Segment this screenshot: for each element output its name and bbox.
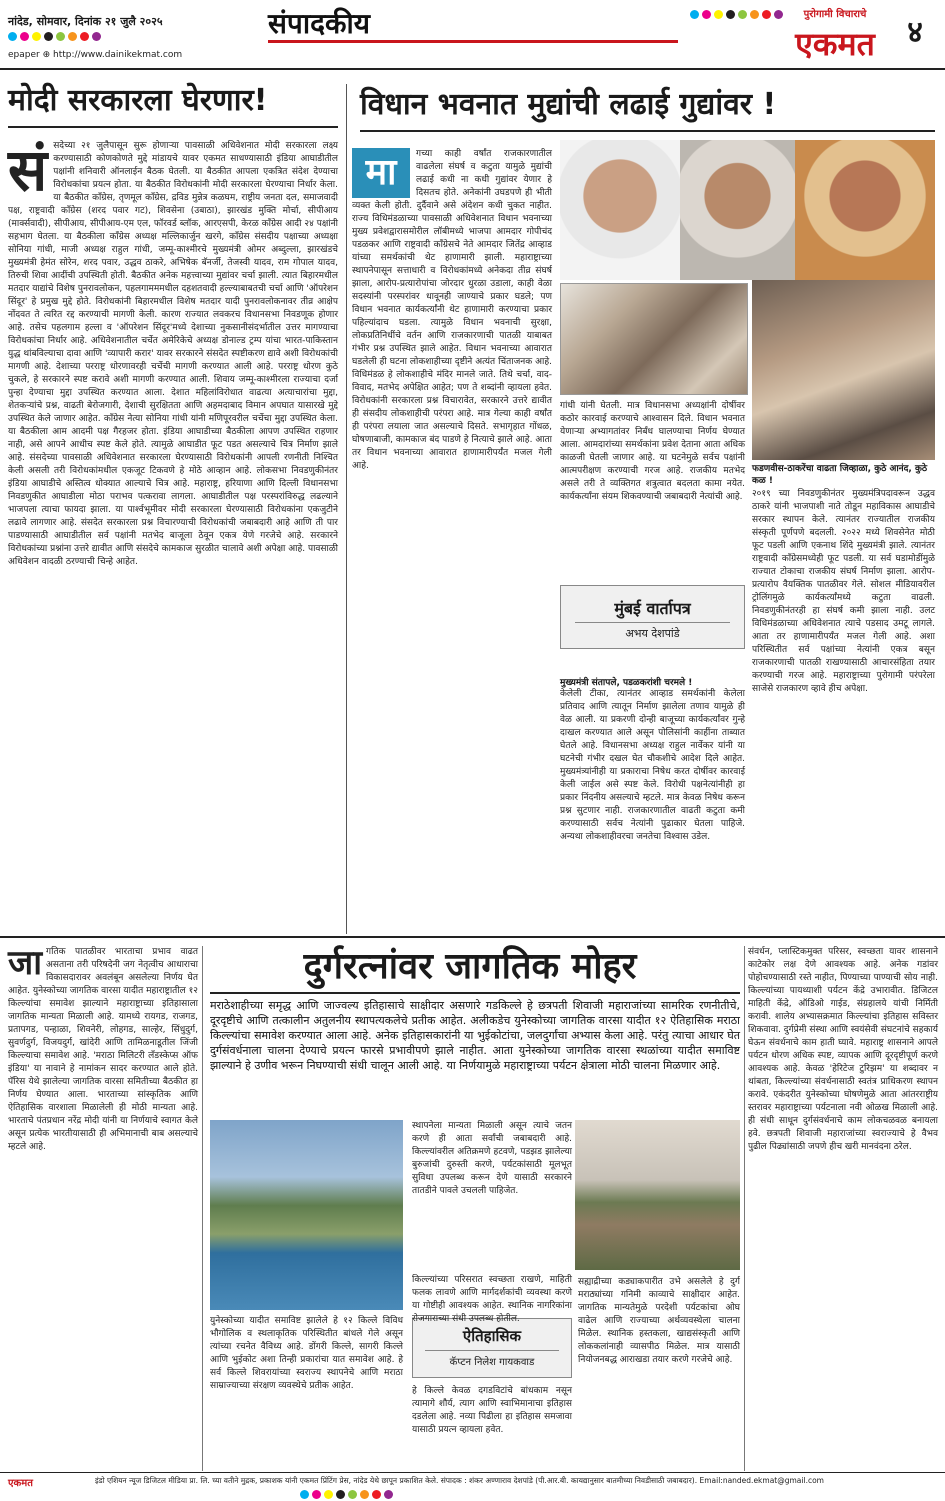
article2-rule (360, 130, 935, 132)
footer-logo: एकमत (8, 1478, 33, 1489)
color-dots-bottom (300, 1490, 393, 1499)
registration-dot (300, 1490, 309, 1499)
registration-dot (32, 32, 41, 41)
article3-column1 (8, 943, 198, 1466)
registration-dot (336, 1490, 345, 1499)
article2-column2-top: गांधी यांनी घेतली. मात्र विधानसभा अध्यक्षांनी दोषींवर कठोर कारवाई करण्याचे आश्वासन दिले. विधान भवनात येणाऱ्या अभ्यागतांवर निर्बंध घालण्याचा निर्णय घेण्यात आला. आमदारांच्या समर्थकांना प्रवेश देताना आता अधिक काळजी घेतली जाणार आहे. या घटनेमुळे सर्वच पक्षांनी आत्मपरीक्षण करण्याची गरज आहे. राजकीय मतभेद असले तरी ते व्यक्तिगत शत्रुत्वात बदलता कामा नयेत. कार्यकर्त्यांना संयम शिकवण्याची जबाबदारी नेत्यांची आहे. (560, 401, 745, 502)
header-divider (0, 68, 945, 70)
politician-photo-1 (560, 140, 680, 280)
article1-text: सदेच्या २१ जुलैपासून सुरू होणाऱ्या पावसाळी अधिवेशनात मोदी सरकारला लक्ष्य करण्यासाठी कोणकोणते मुद्दे मांडायचे यावर एकमत साधण्यासाठी इंडिया आघाडीतील पक्षांनी शनिवारी ऑनलाईन बैठक घेतली. या बैठकीत आपला एकत्रित संदेश देण्याचा विरोधकांचा प्रयत्न होता. या बैठकीत विरोधकांनी मोदी सरकारला घेरण्याचा निर्धार केला. या बैठकीत काँग्रेस, तृणमूल काँग्रेस, द्रविड मुन्नेत्र कळघम, राष्ट्रीय जनता दल, समाजवादी पक्ष, राष्ट्रवादी काँग्रेस (शरद पवार गट), शिवसेना (उबाठा), झारखंड मुक्ति मोर्चा, सीपीआय (मार्क्सवादी), सीपीआय, सीपीआय-एम एल, फॉरवर्ड ब्लॉक, आरएसपी, केरळ काँग्रेस आदी २४ पक्षांनी सहभाग घेतला. या बैठकीला काँग्रेस अध्यक्ष मल्लिकार्जुन खरगे, काँग्रेस संसदीय पक्षाच्या अध्यक्षा सोनिया गांधी, माजी अध्यक्ष राहुल गांधी, जम्मू-काश्मीरचे मुख्यमंत्री ओमर अब्दुल्ला, झारखंडचे मुख्यमंत्री हेमंत सोरेन, शरद पवार, उद्धव ठाकरे, अभिषेक बॅनर्जी, तेजस्वी यादव, राम गोपाल यादव, तिरुची शिवा आदींची उपस्थिती होती. बैठकीत अनेक महत्त्वाच्या मुद्यांवर चर्चा झाली. त्यात बिहारमधील मतदार याद्यांचे विशेष पुनरावलोकन, पहलगामममधील दहशतवादी हल्ल्याबाबतची चर्चा आणि 'ऑपरेशन सिंदूर' हे प्रमुख मुद्दे होते. विरोधकांनी बिहारमधील विशेष मतदार यादी पुनरावलोकनावर तीव्र आक्षेप नोंदवत ते त्वरित रद्द करण्याची मागणी केली. कारण राज्यात लवकरच विधानसभा निवडणूक होणार आहे. तसेच पहलगाम हल्ला व 'ऑपरेशन सिंदूर'मध्ये देशाच्या नुकसानीसंदर्भातील उत्तर मागण्याचा विरोधकांचा निर्धार आहे. अधिवेशनातील चर्चेत अमेरिकेचे अध्यक्ष डोनाल्ड ट्रम्प यांचा भारत-पाकिस्तान युद्ध थांबविल्याचा दावा आणि 'व्यापारी करार' यावर सरकारने संसदेत स्पष्टीकरण द्यावे अशी विरोधकांची मागणी आहे. देशाच्या परराष्ट्र धोरणावरही चर्चेची मागणी करण्यात आली आहे. परराष्ट्र धोरण कुठे चुकले, हे सरकारने स्पष्ट करावे अशी मागणी करण्यात आली. शिवाय जम्मू-काश्मीरला राज्याचा दर्जा पुन्हा देण्याचा मुद्दा उपस्थित करण्यात आला. देशात महिलांविरोधात वाढत्या अत्याचारांचा मुद्दा, शेतकऱ्यांचे प्रश्न, वाढती बेरोजगारी, देशाची सुरक्षितता आणि अहमदाबाद विमान अपघात यासारखे मुद्दे उपस्थित केले जाणार आहेत. काँग्रेस नेत्या सोनिया गांधी यांनी मणिपूरवरील चर्चेचा मुद्दा उपस्थित केला. या बैठकीला आम आदमी पक्ष गैरहजर होता. इंडिया आघाडीच्या बैठकीला आपण उपस्थित राहणार नाही, असे आपने आधीच स्पष्ट केले होते. त्यामुळे आघाडीत फूट पडत असल्याचे चित्र निर्माण झाले आहे. संसदेच्या पावसाळी अधिवेशनात सरकारला घेरण्यासाठी विरोधकांनी आपली रणनीती निश्चित केली असली तरी विरोधकांमधील एकजूट टिकवणे हे मोठे आव्हान आहे. लोकसभा निवडणुकीनंतर इंडिया आघाडीचे अस्तित्व धोक्यात आल्याचे चित्र आहे. महाराष्ट्र, हरियाणा आणि दिल्ली विधानसभा निवडणुकीत आघाडीला मोठा पराभव पत्करावा लागला. आघाडीतील पक्ष परस्परांविरुद्ध लढल्याने भाजपला त्याचा फायदा झाला. या पार्श्वभूमीवर मोदी सरकारला घेरण्यासाठी विरोधकांना एकजुटीने लढावे लागणार आहे. संसदेत सरकारला प्रश्न विचारण्याची विरोधकांची जबाबदारी आहे आणि ती पार पाडण्यासाठी आघाडीतील सर्व पक्षांनी मतभेद बाजूला ठेवून एकत्र येणे गरजेचे आहे. सरकारने विरोधकांच्या प्रश्नांना उत्तरे द्यावीत आणि संसदेचे कामकाज सुरळीत चालावे अशी अपेक्षा आहे. पावसाळी अधिवेशन वादळी ठरण्याची चिन्हे आहेत. (8, 141, 338, 567)
article2-col1-text: गच्या काही वर्षांत राजकारणातील वाढलेला संघर्ष व कटुता यामुळे मुद्यांची लढाई कधी ना कधी गुद्यांवर येणार हे दिसतच होते. अनेकांनी उघडपणे ही भीती व्यक्त केली होती. दुर्दैवाने असे अंदेशन कधी चुकत नाहीत. राज्य विधिमंडळाच्या पावसाळी अधिवेशनात विधान भवनाच्या मुख्य प्रवेशद्वारासमोरील लॉबीमध्ये भाजपा आमदार गोपीचंद पडळकर आणि राष्ट्रवादी काँग्रेसचे नेते आमदार जितेंद्र आव्हाड यांच्या समर्थकांची थेट हाणामारी झाली. महाराष्ट्राच्या स्थापनेपासून सत्ताधारी व विरोधकांमध्ये अनेकदा तीव्र संघर्ष झाला, आरोप-प्रत्यारोपांचा जोरदार धुरळा उडाला, काही वेळा सदस्यांनी परस्परांवर धावूनही जाण्याचे प्रकार घडले; पण विधान भवनात कार्यकर्त्यांनी थेट हाणामारी करण्याचा प्रकार पहिल्यांदाच घडला. त्यामुळे विधान भवनाची सुरक्षा, लोकप्रतिनिधींचे वर्तन आणि राजकारणाची पातळी याबाबत गंभीर प्रश्न उपस्थित झाले आहेत. विधान भवनाच्या आवारात घडलेली ही घटना लोकशाहीच्या दृष्टीने अत्यंत चिंताजनक आहे. विधिमंडळ हे लोकशाहीचे मंदिर मानले जाते. तिथे चर्चा, वाद-विवाद, मतभेद अपेक्षित आहेत; पण ते शब्दांनी व्हायला हवेत. विरोधकांनी सरकारला प्रश्न विचारावेत, सरकारने उत्तरे द्यावीत ही संसदीय लोकशाहीची परंपरा आहे. मात्र गेल्या काही वर्षांत ही परंपरा लयाला जात असल्याचे दिसते. सभागृहात गोंधळ, घोषणाबाजी, कामकाज बंद पाडणे हे नित्याचे झाले आहे. आता तर विधान भवनाच्या आवारात हाणामारीपर्यंत मजल गेली आहे. (352, 149, 552, 471)
section-title: संपादकीय (268, 7, 370, 40)
article3-headline: दुर्गरत्नांवर जागतिक मोहर (303, 946, 637, 987)
article1-body (8, 136, 338, 930)
registration-dot (762, 10, 771, 19)
article2-subhead: मुख्यमंत्री संतापले, पडळकरांशी चरमले ! (560, 678, 693, 688)
photo-caption: फडणवीस-ठाकरेंचा वाढता जिव्हाळा, कुठे आनंद, कुठे कळ ! (752, 464, 928, 486)
page-number: ४ (907, 15, 923, 50)
column-divider (346, 84, 347, 934)
registration-dot (80, 32, 89, 41)
registration-dot (384, 1490, 393, 1499)
politician-photo-3 (795, 140, 935, 280)
column-author: अभय देशपांडे (625, 627, 680, 640)
hill-fort-photo (575, 1120, 740, 1270)
registration-dot (324, 1490, 333, 1499)
registration-dot (714, 10, 723, 19)
article3-col1-text: गतिक पातळीवर भारताचा प्रभाव वाढत असताना तरी परिषदेनी जग नेतृत्वीच आधाराचा विकासदारावर अवलंबून असलेल्या निर्णय घेत आहेत. युनेस्कोच्या जागतिक वारसा यादीत महाराष्ट्रातील १२ किल्ल्यांचा समावेश झाल्याने महाराष्ट्राच्या इतिहासाला जागतिक मान्यता मिळाली आहे. यामध्ये रायगड, राजगड, प्रतापगड, पन्हाळा, शिवनेरी, लोहगड, साल्हेर, सिंधुदुर्ग, सुवर्णदुर्ग, विजयदुर्ग, खांदेरी आणि तामिळनाडूतील जिंजी किल्ल्याचा समावेश आहे. 'मराठा मिलिटरी लँडस्केप्स ऑफ इंडिया' या नावाने हे नामांकन सादर करण्यात आले होते. पॅरिस येथे झालेल्या जागतिक वारसा समितीच्या बैठकीत हा निर्णय घेण्यात आला. भारताच्या सांस्कृतिक आणि ऐतिहासिक वारशाला मिळालेली ही मोठी मान्यता आहे. भारताचे पंतप्रधान नरेंद्र मोदी यांनी या निर्णयाचे स्वागत केले असून प्रत्येक भारतीयासाठी ही अभिमानाची बाब असल्याचे म्हटले आहे. (8, 947, 198, 1152)
registration-dot (56, 32, 65, 41)
color-dots-top-left (8, 32, 101, 41)
historical-box-rule (425, 1350, 559, 1351)
article3-column3: किल्ल्यांच्या परिसरात स्वच्छता राखणे, माहिती फलक लावणे आणि मार्गदर्शकांची व्यवस्था करणे या गोष्टीही आवश्यक आहेत. स्थानिक नागरिकांना रोजगाराच्या संधी उपलब्ध होतील. (412, 1275, 572, 1324)
sea-fort-photo (210, 1120, 403, 1310)
article3-column6: सह्याद्रीच्या कड्याकपारीत उभे असलेले हे दुर्ग मराठ्यांच्या गनिमी काव्याचे साक्षीदार आहेत. जागतिक मान्यतेमुळे परदेशी पर्यटकांचा ओघ वाढेल आणि राज्याच्या अर्थव्यवस्थेला चालना मिळेल. स्थानिक हस्तकला, खाद्यसंस्कृती आणि लोककलांनाही व्यासपीठ मिळेल. मात्र यासाठी नियोजनबद्ध आराखडा तयार करणे गरजेचे आहे. (578, 1277, 740, 1365)
column-box-rule (575, 622, 730, 623)
footer-rule (0, 1472, 945, 1473)
article2-column1 (352, 148, 552, 928)
historical-column-author: कॅप्टन निलेश गायकवाड (449, 1357, 535, 1368)
registration-dot (312, 1490, 321, 1499)
article3-drop-cap: जा (8, 943, 43, 983)
section-rule (268, 40, 678, 43)
article3-rule (210, 992, 740, 994)
website-url[interactable]: http://www.dainikekmat.com (53, 50, 183, 60)
registration-dot (750, 10, 759, 19)
registration-dot (372, 1490, 381, 1499)
registration-dot (360, 1490, 369, 1499)
column-title: मुंबई वार्तापत्र (614, 599, 691, 618)
fadnavis-thackeray-photo (752, 280, 935, 460)
footer-imprint: इंडो एशियन न्यूज डिजिटल मीडिया प्रा. लि. च्या वतीने मुद्रक, प्रकाशक यांनी एकमत प्रिंटिंग प्रेस, नांदेड येथे छापून प्रकाशित केले. संपादक : शंकर अण्णाराव देशपांडे (पी.आर.बी. कायद्यानुसार बातमीच्या निवडीसाठी जबाबदार). Email:nanded.ekmat@gmail.com (95, 1476, 824, 1485)
politician-photo-2 (680, 140, 795, 280)
historical-column-title: ऐतिहासिक (462, 1327, 522, 1345)
article3-column4: युनेस्कोच्या यादीत समाविष्ट झालेले हे १२ किल्ले विविध भौगोलिक व स्थलाकृतिक परिस्थितीत बांधले गेले असून त्यांच्या रचनेत वैविध्य आहे. डोंगरी किल्ले, सागरी किल्ले आणि भुईकोट अशा तिन्ही प्रकारांचा यात समावेश आहे. हे सर्व किल्ले शिवरायांच्या स्वराज्य स्थापनेचे आणि मराठा साम्राज्याच्या संरक्षण व्यवस्थेचे प्रतीक आहेत. (210, 1316, 403, 1391)
article3-column7: संवर्धन, प्लास्टिकमुक्त परिसर, स्वच्छता यावर शासनाने काटेकोर लक्ष देणे आवश्यक आहे. अनेक गडांवर पोहोचण्यासाठी रस्ते नाहीत, पिण्याच्या पाण्याची सोय नाही. किल्ल्यांच्या पायथ्याशी पर्यटन केंद्रे उभारावीत. डिजिटल माहिती केंद्रे, ऑडिओ गाईड, संग्रहालये यांची निर्मिती करावी. शालेय अभ्यासक्रमात किल्ल्यांचा इतिहास सविस्तर शिकवावा. दुर्गप्रेमी संस्था आणि स्वयंसेवी संघटनांचे सहकार्य घेऊन संवर्धनाचे काम हाती घ्यावे. महाराष्ट्र शासनाने आपले पर्यटन धोरण अधिक स्पष्ट, व्यापक आणि दूरदृष्टीपूर्ण करणे आवश्यक आहे. केवळ 'हेरिटेज टुरिझम' या शब्दावर न थांबता, किल्ल्यांच्या संवर्धनासाठी स्वतंत्र प्राधिकरण स्थापन करावे. एकंदरीत युनेस्कोच्या घोषणेमुळे आता आंतरराष्ट्रीय स्तरावर महाराष्ट्राच्या पर्यटनाला नवी ओळख मिळाली आहे. ही संधी साधून दुर्गसंवर्धनाचे काम लोकचळवळ बनायला हवे. छत्रपती शिवाजी महाराजांच्या स्वराज्याचे हे वैभव पुढील पिढ्यांसाठी जपणे हीच खरी मानवंदना ठरेल. (748, 947, 938, 1152)
registration-dot (702, 10, 711, 19)
bottom-divider-right (744, 946, 745, 1471)
bottom-divider-left (202, 946, 203, 1471)
registration-dot (690, 10, 699, 19)
scuffle-photo (560, 283, 748, 395)
dateline: नांदेड, सोमवार, दिनांक २१ जुलै २०२५ (8, 15, 163, 28)
registration-dot (92, 32, 101, 41)
article1-headline: मोदी सरकारला घेरणार! (8, 83, 268, 118)
mid-divider (0, 936, 945, 938)
registration-dot (738, 10, 747, 19)
color-dots-top-right (690, 10, 783, 19)
logo-tagline: पुरोगामी विचाराचे (803, 9, 867, 20)
registration-dot (20, 32, 29, 41)
registration-dot (726, 10, 735, 19)
globe-icon: ⊕ (42, 50, 53, 60)
article1-rule (8, 126, 338, 128)
article2-column2-bottom: केलेली टीका, त्यानंतर आव्हाड समर्थकांनी केलेला प्रतिवाद आणि त्यातून निर्माण झालेला तणाव यामुळे ही वेळ आली. या प्रकरणी दोन्ही बाजूच्या कार्यकर्त्यांवर गुन्हे दाखल करण्यात आले असून पोलिसांनी काहींना ताब्यात घेतले आहे. विधानसभा अध्यक्ष राहुल नार्वेकर यांनी या घटनेची गंभीर दखल घेत चौकशीचे आदेश दिले आहेत. मुख्यमंत्र्यांनीही या प्रकाराचा निषेध करत दोषींवर कारवाई केली जाईल असे स्पष्ट केले. विरोधी पक्षनेत्यांनीही हा प्रकार निंदनीय असल्याचे म्हटले. मात्र केवळ निषेध करून प्रश्न सुटणार नाही. राजकारणातील वाढती कटुता कमी करण्यासाठी सर्वच नेत्यांनी पुढाकार घेतला पाहिजे. अन्यथा लोकशाहीवरचा जनतेचा विश्वास उडेल. (560, 689, 745, 842)
registration-dot (44, 32, 53, 41)
website-prefix: epaper (8, 50, 40, 60)
registration-dot (348, 1490, 357, 1499)
article3-column2: स्थापनेला मान्यता मिळाली असून त्याचे जतन करणे ही आता सर्वांची जबाबदारी आहे. किल्ल्यांवरील अतिक्रमणे हटवणे, पडझड झालेल्या बुरुजांची दुरुस्ती करणे, पर्यटकांसाठी मूलभूत सुविधा उपलब्ध करून देणे यासाठी सरकारने तातडीने पावले उचलली पाहिजेत. (412, 1121, 572, 1196)
logo: एकमत (795, 25, 875, 63)
article2-drop-cap: मा (352, 148, 410, 198)
article3-lead: मराठेशाहीच्या समृद्ध आणि जाज्वल्य इतिहासाचे साक्षीदार असणारे गडकिल्ले हे छत्रपती शिवाजी महाराजांच्या सामरिक रणनीतीचे, दूरदृष्टीचे आणि तत्कालीन अतुलनीय स्थापत्यकलेचे प्रतीक आहेत. अलीकडेच युनेस्कोच्या जागतिक वारसा यादीत १२ ऐतिहासिक मराठा किल्ल्यांचा समावेश करण्यात आला आहे. अनेक इतिहासकारांनी या भुईकोटांचा, जलदुर्गांचा अभ्यास केला आहे. परंतु त्याचा आधार घेत दुर्गसंवर्धनाला चालना देण्याचे प्रयत्न फारसे प्रभावीपणे झाले नाहीत. आता युनेस्कोच्या जागतिक वारसा स्थळांच्या यादीत समाविष्ट झाल्याने हे उणीव भरून निघण्याची संधी चालून आली आहे. या निर्णयामुळे महाराष्ट्राच्या पर्यटन क्षेत्राला मोठी चालना मिळणार आहे. (210, 999, 740, 1072)
registration-dot (68, 32, 77, 41)
article2-column3: २०१९ च्या निवडणुकीनंतर मुख्यमंत्रिपदावरून उद्धव ठाकरे यांनी भाजपाशी नाते तोडून महाविकास आघाडीचे सरकार स्थापन केले. त्यानंतर राज्यातील राजकीय संस्कृती पूर्णपणे बदलली. २०२२ मध्ये शिवसेनेत मोठी फूट पडली आणि एकनाथ शिंदे मुख्यमंत्री झाले. त्यानंतर राष्ट्रवादी काँग्रेसमध्येही फूट पडली. या सर्व घडामोडींमुळे राज्यात टोकाचा राजकीय संघर्ष निर्माण झाला. आरोप-प्रत्यारोप वैयक्तिक पातळीवर गेले. सोशल मीडियावरील ट्रोलिंगमुळे कार्यकर्त्यांमध्ये कटुता वाढली. निवडणुकीनंतरही हा संघर्ष कमी झाला नाही. उलट विधिमंडळाच्या अधिवेशनात त्याचे पडसाद उमटू लागले. आता तर हाणामारीपर्यंत मजल गेली आहे. अशा परिस्थितीत सर्व पक्षांच्या नेत्यांनी एकत्र बसून राजकारणाची पातळी राखण्यासाठी आचारसंहिता तयार करण्याची गरज आहे. महाराष्ट्राच्या पुरोगामी परंपरेला साजेसे राजकारण व्हावे हीच अपेक्षा. (752, 489, 935, 694)
article3-column5: हे किल्ले केवळ दगडविटांचे बांधकाम नसून त्यामागे शौर्य, त्याग आणि स्वाभिमानाचा इतिहास दडलेला आहे. नव्या पिढीला हा इतिहास समजावा यासाठी प्रयत्न व्हायला हवेत. (412, 1386, 572, 1435)
website-line[interactable] (8, 50, 258, 60)
registration-dot (8, 32, 17, 41)
article1-drop-cap: सं (8, 136, 48, 204)
article2-headline: विधान भवनात मुद्यांची लढाई गुद्यांवर ! (360, 87, 777, 122)
